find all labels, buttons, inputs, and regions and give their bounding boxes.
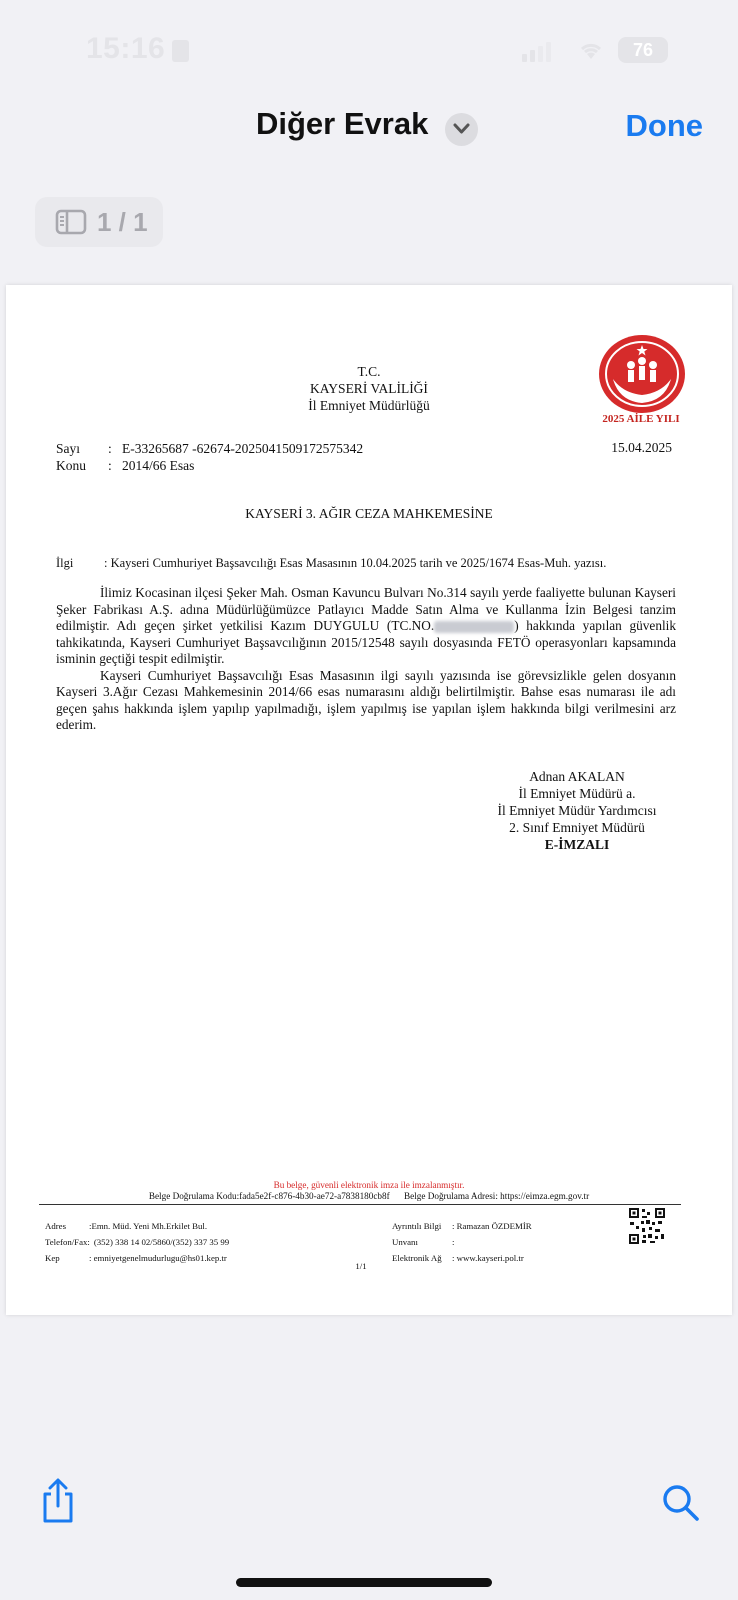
footer-contact	[45, 1218, 229, 1266]
sayi-label: Sayı	[56, 441, 81, 456]
sayi-value: E-33265687 -62674-2025041509172575342	[122, 441, 364, 456]
ilgi-label: İlgi	[56, 556, 74, 570]
paragraph-text: ) hakkında yapılan güvenlik tahkikatında, Kayseri Cumhuriyet Başsavcılığının 2015/12548 sayılı dosyasında FETÖ operasyonları kapsamında isminin geçtiği tespit edilmiştir.	[56, 618, 677, 666]
signature-status: E-İMZALI	[544, 837, 610, 852]
letterhead-line: KAYSERİ VALİLİĞİ	[310, 381, 428, 396]
reference-line	[56, 556, 606, 571]
chevron-down-icon	[453, 123, 470, 135]
footer-key: Kep	[45, 1253, 60, 1263]
footer-key: Adres	[45, 1221, 67, 1231]
secure-signature-note: Bu belge, güvenli elektronik imza ile imzalanmıştır.	[273, 1180, 465, 1190]
paragraph	[56, 585, 676, 668]
wifi-icon	[578, 40, 604, 66]
sidebar-icon	[55, 209, 87, 235]
footer-key: Elektronik Ağ	[392, 1253, 442, 1263]
letterhead-line: T.C.	[357, 364, 381, 379]
footer-key: Unvanı	[392, 1237, 418, 1247]
signer-title: 2. Sınıf Emniyet Müdürü	[509, 820, 645, 835]
konu-value: 2014/66 Esas	[122, 458, 195, 473]
orientation-lock-icon	[172, 40, 189, 62]
paragraph-text: İlimiz Kocasinan ilçesi Şeker Mah. Osman Kavuncu Bulvarı No.314 sayılı yerde faaliyette bulunan Kayseri Şeker Fabrikası A.Ş. adına Müdürlüğümüzce Patlayıcı Madde Satın Alma ve Kullanma İzin Belgesi tanzim edilmiştir. Adı geçen şirket yetkilisi Kazım DUYGULU (TC.NO.	[56, 585, 676, 633]
redacted-id	[434, 621, 514, 633]
konu-label: Konu	[56, 458, 86, 473]
document-date: 15.04.2025	[611, 440, 672, 455]
title-menu-button[interactable]	[445, 113, 478, 146]
letterhead-line: İl Emniyet Müdürlüğü	[308, 398, 430, 413]
qr-code-icon	[628, 1207, 666, 1245]
paragraph: Kayseri Cumhuriyet Başsavcılığı Esas Masasının ilgi sayılı yazısında ise görevsizlikle gelen dosyanın Kayseri 3.Ağır Cezası Mahkemesinin 2014/66 esas numarasını aldığı belirtilmiştir. Bahse esas numarası ile adı geçen şahıs hakkında işlem yapılıp yapılmadığı, işlem yapılmış ise yapılan işlem hakkında bilgi verilmesini arz ederim.	[56, 667, 676, 732]
page-number: 1/1	[355, 1261, 367, 1271]
footer-key: Ayrıntılı Bilgi	[392, 1221, 442, 1231]
battery-indicator: 76	[618, 37, 668, 63]
signer-title: İl Emniyet Müdürü a.	[518, 786, 636, 801]
footer-value: : Ramazan ÖZDEMİR	[452, 1221, 532, 1231]
footer-key: Telefon/Fax:	[45, 1237, 90, 1247]
letter-body	[56, 585, 676, 734]
verification-code: Belge Doğrulama Kodu:fada5e2f-c876-4b30-ae72-a7838180cb8f	[148, 1191, 390, 1201]
footer-divider	[39, 1204, 681, 1205]
home-indicator[interactable]	[236, 1578, 492, 1587]
footer-value: :Emn. Müd. Yeni Mh.Erkilet Bul.	[89, 1221, 208, 1231]
done-button[interactable]: Done	[625, 108, 703, 143]
footer-value: :	[452, 1237, 455, 1247]
konu-colon: :	[108, 458, 112, 473]
search-icon[interactable]	[662, 1484, 700, 1522]
footer-value: : www.kayseri.pol.tr	[452, 1253, 524, 1263]
verification-line	[6, 1191, 732, 1201]
share-icon[interactable]	[38, 1478, 78, 1524]
page-indicator: 1 / 1	[97, 207, 148, 237]
footer-value: : emniyetgenelmudurlugu@hs01.kep.tr	[89, 1253, 227, 1263]
sayi-colon: :	[108, 441, 112, 456]
page-thumbnails-button[interactable]	[35, 197, 163, 247]
logo-emblem-icon	[599, 335, 685, 413]
status-time: 15:16	[86, 32, 166, 65]
footer-value: (352) 338 14 02/5860/(352) 337 35 99	[93, 1237, 230, 1247]
verification-address: Belge Doğrulama Adresi: https://eimza.egm.gov.tr	[403, 1191, 590, 1201]
status-bar	[0, 0, 738, 100]
ilgi-value: : Kayseri Cumhuriyet Başsavcılığı Esas Masasının 10.04.2025 tarih ve 2025/1674 Esas-Muh. yazısı.	[104, 556, 607, 570]
addressee: KAYSERİ 3. AĞIR CEZA MAHKEMESİNE	[245, 506, 493, 521]
signature-block	[482, 768, 672, 853]
cellular-signal-icon	[522, 42, 552, 62]
document-page[interactable]	[6, 285, 732, 1315]
signer-name: Adnan AKALAN	[529, 769, 625, 784]
document-meta	[56, 440, 363, 474]
footer-info	[392, 1218, 532, 1266]
signer-title: İl Emniyet Müdür Yardımcısı	[497, 803, 657, 818]
logo-caption: 2025 AİLE YILI	[602, 413, 680, 425]
document-title[interactable]: Diğer Evrak	[256, 106, 429, 141]
family-year-logo	[590, 335, 692, 430]
